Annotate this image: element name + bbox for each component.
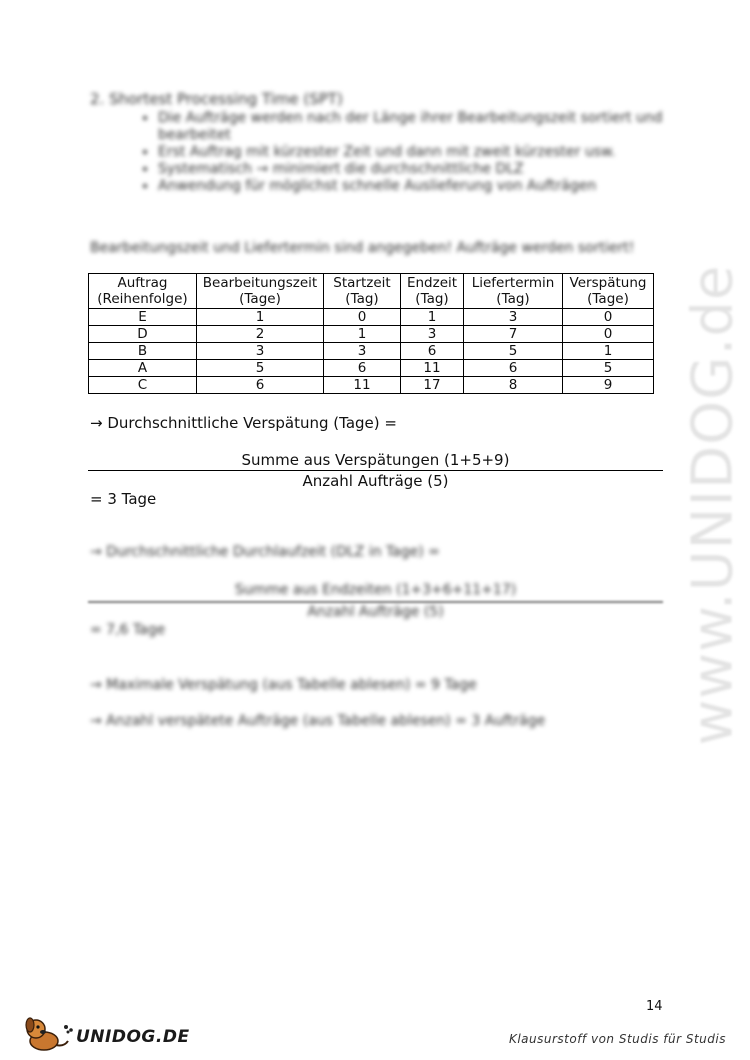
logo: [22, 1015, 190, 1053]
dog-icon: [22, 1015, 76, 1053]
table-row: [89, 326, 654, 343]
table-header-row: [89, 274, 654, 309]
late-count-line: → Anzahl verspätete Aufträge (aus Tabelle ablesen) = 3 Aufträge: [90, 713, 546, 729]
cell: D: [89, 326, 197, 343]
cell: 5: [197, 360, 324, 377]
cell: 6: [464, 360, 563, 377]
cell: 0: [324, 309, 401, 326]
spt-table: [88, 273, 654, 394]
avg-delay-result: = 3 Tage: [90, 490, 157, 508]
cell: 11: [324, 377, 401, 394]
avg-delay-fraction-line: [88, 470, 663, 471]
cell: A: [89, 360, 197, 377]
header-bearbeitungszeit: Bearbeitungszeit (Tage): [197, 274, 324, 309]
avg-dlz-result: = 7,6 Tage: [90, 622, 166, 638]
cell: 1: [324, 326, 401, 343]
header-verspaetung: Verspätung (Tage): [563, 274, 654, 309]
list-item: • Die Aufträge werden nach der Länge ihrer Bearbeitungszeit sortiert und bearbeitet: [158, 110, 688, 144]
cell: 7: [464, 326, 563, 343]
max-delay-line: → Maximale Verspätung (aus Tabelle ablesen) = 9 Tage: [90, 677, 477, 693]
watermark: www.UNIDOG.de: [680, 264, 746, 746]
intro-text: Bearbeitungszeit und Liefertermin sind angegeben! Aufträge werden sortiert!: [90, 240, 635, 256]
cell: 0: [563, 326, 654, 343]
table-row: [89, 309, 654, 326]
cell: C: [89, 377, 197, 394]
cell: 17: [401, 377, 464, 394]
cell: 5: [563, 360, 654, 377]
bullet-list: [138, 110, 688, 195]
avg-delay-heading: → Durchschnittliche Verspätung (Tage) =: [90, 414, 397, 432]
cell: 3: [464, 309, 563, 326]
cell: B: [89, 343, 197, 360]
cell: 6: [197, 377, 324, 394]
list-item: • Erst Auftrag mit kürzester Zeit und dann mit zweit kürzester usw.: [158, 144, 688, 161]
table-row: [89, 377, 654, 394]
cell: 2: [197, 326, 324, 343]
page-number: 14: [646, 999, 663, 1014]
list-item: • Systematisch → minimiert die durchschnittliche DLZ: [158, 161, 688, 178]
section-title: 2. Shortest Processing Time (SPT): [90, 90, 343, 108]
cell: 1: [563, 343, 654, 360]
cell: 6: [324, 360, 401, 377]
avg-delay-denominator: Anzahl Aufträge (5): [302, 472, 449, 490]
cell: 5: [464, 343, 563, 360]
avg-dlz-heading: → Durchschnittliche Durchlaufzeit (DLZ in Tage) =: [90, 544, 440, 560]
cell: 11: [401, 360, 464, 377]
cell: 0: [563, 309, 654, 326]
header-startzeit: Startzeit (Tag): [324, 274, 401, 309]
logo-text: UNIDOG.DE: [76, 1027, 190, 1047]
table-row: [89, 343, 654, 360]
cell: 1: [401, 309, 464, 326]
cell: 1: [197, 309, 324, 326]
header-liefertermin: Liefertermin (Tag): [464, 274, 563, 309]
cell: E: [89, 309, 197, 326]
avg-delay-numerator: Summe aus Verspätungen (1+5+9): [241, 451, 510, 469]
avg-dlz-fraction-line: [88, 601, 663, 603]
cell: 8: [464, 377, 563, 394]
avg-dlz-numerator: Summe aus Endzeiten (1+3+6+11+17): [234, 582, 517, 598]
cell: 3: [324, 343, 401, 360]
cell: 3: [401, 326, 464, 343]
header-auftrag: Auftrag (Reihenfolge): [89, 274, 197, 309]
avg-dlz-denominator: Anzahl Aufträge (5): [307, 604, 444, 620]
cell: 9: [563, 377, 654, 394]
list-item: • Anwendung für möglichst schnelle Auslieferung von Aufträgen: [158, 178, 688, 195]
cell: 3: [197, 343, 324, 360]
footer-tagline: Klausurstoff von Studis für Studis: [508, 1032, 726, 1046]
cell: 6: [401, 343, 464, 360]
table-row: [89, 360, 654, 377]
header-endzeit: Endzeit (Tag): [401, 274, 464, 309]
